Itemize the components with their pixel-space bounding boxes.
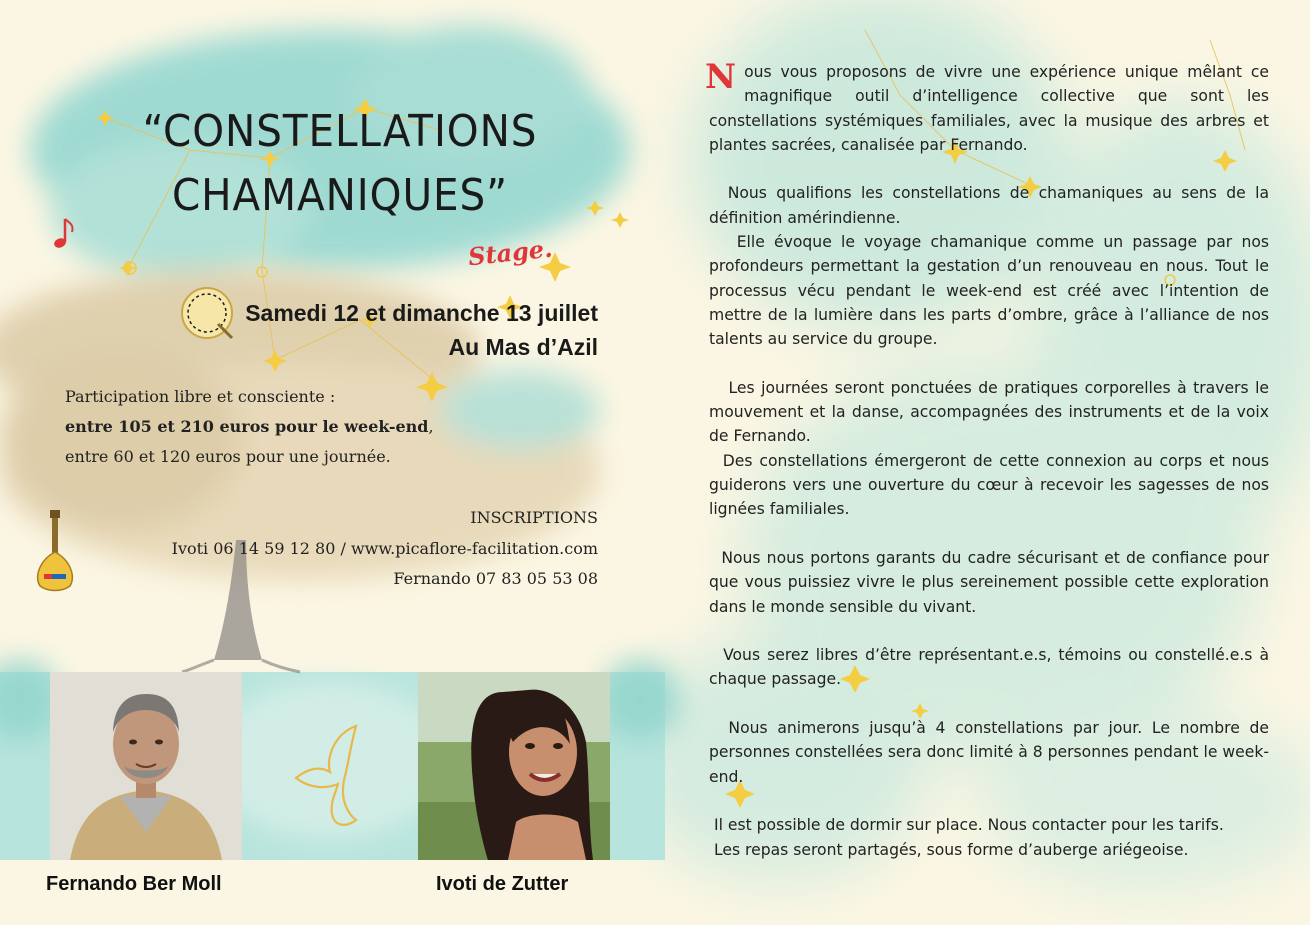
participation-weekend-suffix: , [428, 417, 434, 436]
paragraph-limit [709, 716, 1269, 789]
participation-intro: Participation libre et consciente : [65, 387, 336, 406]
photo-fernando [50, 672, 242, 860]
paragraph-definition [709, 181, 1269, 351]
paragraph-limit-text: Nous animerons jusqu’à 4 constellations par jour. Le nombre de personnes constellées sera donc limité à 8 personnes pendant le week-end. [709, 719, 1269, 786]
title-line-2: CHAMANIQUES” [171, 170, 509, 221]
paragraph-journees-b: Des constellations émergeront de cette connexion au corps et nous guiderons vers une ouverture du cœur à recevoir les sagesses de nos lignées familiales. [709, 451, 1269, 519]
photo-ivoti [418, 672, 610, 860]
contact-line-ivoti: Ivoti 06 14 59 12 80 / www.picaflore-facilitation.com [171, 538, 598, 558]
paragraph-intro-text: ous vous proposons de vivre une expérience unique mêlant ce magnifique outil d’intelligence collective que sont les constellations systémiques familiales, avec la musique des arbres et plantes sacrées, canalisée par Fernando. [709, 63, 1269, 154]
event-date: Samedi 12 et dimanche 13 juillet [245, 300, 598, 326]
contact-block [172, 503, 598, 595]
stage-tag: Stage. [466, 233, 554, 272]
paragraph-cadre-text: Nous nous portons garants du cadre sécurisant et de confiance pour que vous puissiez vivre le plus sereinement possible cette exploration dans le monde sensible du vivant. [709, 548, 1269, 616]
paragraph-logistics-b: Les repas seront partagés, sous forme d’auberge ariégeoise. [713, 840, 1189, 859]
paragraph-roles-text: Vous serez libres d’être représentant.e.s, témoins ou constellé.e.s à chaque passage. [709, 646, 1269, 689]
contact-line-fernando: Fernando 07 83 05 53 08 [393, 569, 598, 588]
title-line-1: “CONSTELLATIONS [142, 106, 538, 157]
hummingbird-icon [286, 718, 376, 833]
drop-cap: N [705, 57, 737, 97]
paragraph-definition-b: Elle évoque le voyage chamanique comme un passage par nos profondeurs permettant la gestation d’un renouveau en nous. Tout le processus vécu pendant le week-end est créé avec l’intention de mettre de la lumière dans les parts d’ombre, grâce à l’alliance de nos talents au service du groupe. [709, 233, 1269, 349]
name-ivoti: Ivoti de Zutter [436, 873, 569, 895]
participation-info [65, 382, 434, 472]
name-fernando: Fernando Ber Moll [46, 873, 222, 895]
event-title [128, 100, 551, 228]
paragraph-roles [709, 643, 1269, 692]
participation-weekend: entre 105 et 210 euros pour le week-end [65, 417, 429, 436]
paragraph-intro [705, 57, 1269, 157]
paragraph-cadre [709, 546, 1269, 619]
contact-heading: INSCRIPTIONS [470, 508, 598, 527]
paragraph-journees [709, 376, 1269, 522]
event-place: Au Mas d’Azil [448, 334, 598, 360]
participation-day: entre 60 et 120 euros pour une journée. [65, 447, 391, 466]
event-info [245, 296, 598, 364]
paragraph-logistics [709, 813, 1269, 862]
participation-weekend-line [65, 412, 434, 442]
right-page-text [705, 57, 1270, 886]
paragraph-journees-a: Les journées seront ponctuées de pratiques corporelles à travers le mouvement et la danse, accompagnées des instruments et de la voix de Fernando. [709, 378, 1270, 446]
paragraph-logistics-a: Il est possible de dormir sur place. Nous contacter pour les tarifs. [713, 816, 1224, 835]
paragraph-definition-a: Nous qualifions les constellations de chamaniques au sens de la définition amérindienne. [709, 184, 1269, 227]
